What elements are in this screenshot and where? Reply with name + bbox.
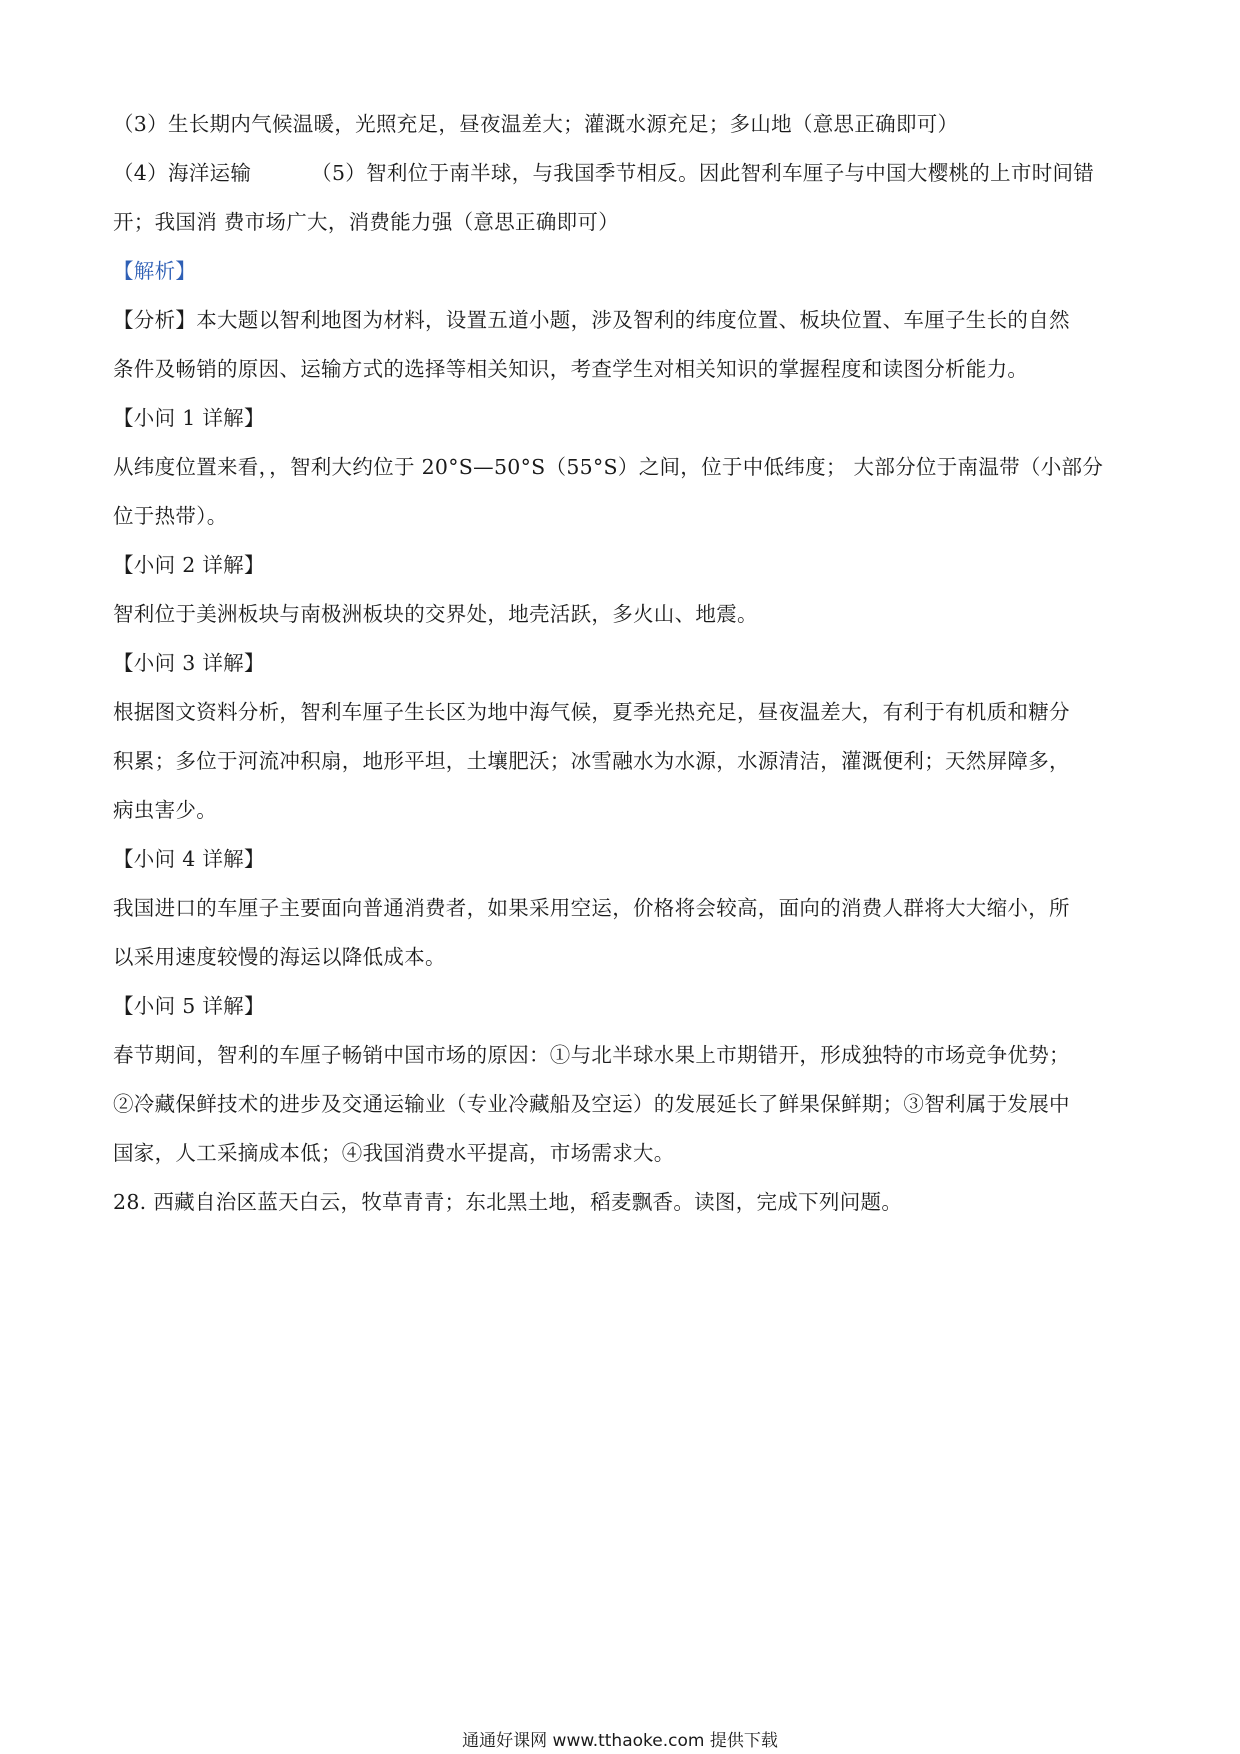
q3-text-cont-2: 病虫害少。	[113, 798, 217, 822]
analysis-heading: 【解析】	[113, 259, 197, 283]
page-footer: 通通好课网 www.tthaoke.com 提供下载	[462, 1731, 778, 1751]
q1-text-cont: 位于热带）。	[113, 504, 228, 528]
q3-text-cont: 积累；多位于河流冲积扇，地形平坦，土壤肥沃；冰雪融水为水源，水源清洁，灌溉便利；天然屏障多，	[113, 749, 1070, 773]
q4-text-cont: 以采用速度较慢的海运以降低成本。	[113, 945, 446, 969]
answer-line-3: （3）生长期内气候温暖，光照充足，昼夜温差大；灌溉水源充足；多山地（意思正确即可）	[113, 112, 959, 136]
q3-text: 根据图文资料分析，智利车厘子生长区为地中海气候，夏季光热充足，昼夜温差大，有利于有机质和糖分	[113, 700, 1070, 724]
q4-heading: 【小问 4 详解】	[113, 847, 265, 871]
answer-5: （5）智利位于南半球，与我国季节相反。因此智利车厘子与中国大樱桃的上市时间错	[311, 161, 1095, 185]
q1-heading: 【小问 1 详解】	[113, 406, 265, 430]
analysis-paragraph-cont: 条件及畅销的原因、运输方式的选择等相关知识，考查学生对相关知识的掌握程度和读图分析能力。	[113, 357, 1029, 381]
question-28: 28. 西藏自治区蓝天白云，牧草青青；东北黑土地，稻麦飘香。读图，完成下列问题。	[113, 1190, 903, 1214]
answer-line-5-cont: 开；我国消 费市场广大，消费能力强（意思正确即可）	[113, 210, 620, 234]
q1-text: 从纬度位置来看，，智利大约位于 20°S—50°S（55°S）之间，位于中低纬度； 大部分位于南温带（小部分	[113, 455, 1104, 479]
q5-text-cont: ②冷藏保鲜技术的进步及交通运输业（专业冷藏船及空运）的发展延长了鲜果保鲜期；③智利属于发展中	[113, 1092, 1070, 1116]
q3-heading: 【小问 3 详解】	[113, 651, 265, 675]
q5-text: 春节期间，智利的车厘子畅销中国市场的原因：①与北半球水果上市期错开，形成独特的市场竞争优势；	[113, 1043, 1070, 1067]
q5-text-cont-2: 国家，人工采摘成本低；④我国消费水平提高，市场需求大。	[113, 1141, 675, 1165]
q2-heading: 【小问 2 详解】	[113, 553, 265, 577]
answer-line-4-5	[113, 149, 1130, 198]
q2-text: 智利位于美洲板块与南极洲板块的交界处，地壳活跃，多火山、地震。	[113, 602, 758, 626]
answer-4: （4）海洋运输	[113, 161, 252, 185]
q5-heading: 【小问 5 详解】	[113, 994, 265, 1018]
document-body	[113, 100, 1130, 1227]
q4-text: 我国进口的车厘子主要面向普通消费者，如果采用空运，价格将会较高，面向的消费人群将大大缩小，所	[113, 896, 1070, 920]
analysis-paragraph: 【分析】本大题以智利地图为材料，设置五道小题，涉及智利的纬度位置、板块位置、车厘子生长的自然	[113, 308, 1070, 332]
